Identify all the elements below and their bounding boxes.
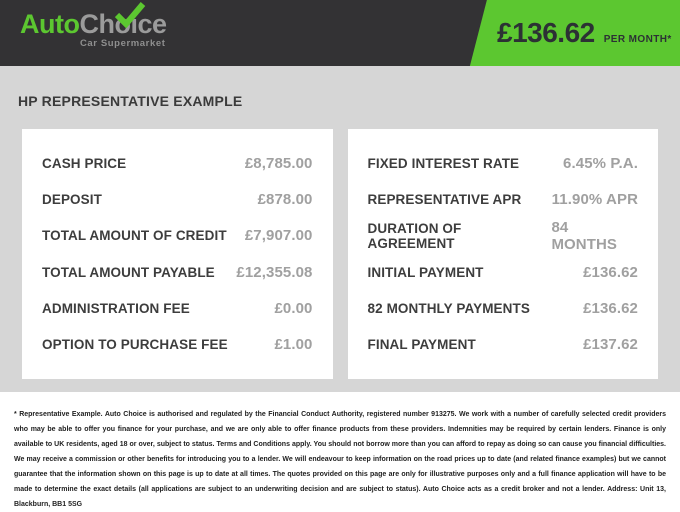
finance-label: REPRESENTATIVE APR <box>367 191 522 207</box>
finance-row <box>368 218 639 254</box>
finance-card-right <box>348 129 659 379</box>
finance-label: FIXED INTEREST RATE <box>367 155 520 171</box>
finance-row <box>42 290 313 326</box>
finance-row <box>42 181 313 217</box>
finance-label: TOTAL AMOUNT PAYABLE <box>42 264 215 280</box>
finance-label: OPTION TO PURCHASE FEE <box>42 337 228 353</box>
finance-row <box>368 145 639 181</box>
finance-label: DURATION OF AGREEMENT <box>367 220 462 251</box>
page-title: HP REPRESENTATIVE EXAMPLE <box>18 93 243 109</box>
logo-text-auto: Auto <box>20 9 80 39</box>
finance-section <box>0 66 680 392</box>
footer <box>0 392 680 512</box>
finance-cards <box>22 129 658 379</box>
finance-label: FINAL PAYMENT <box>367 337 476 353</box>
finance-value: £137.62 <box>583 336 638 354</box>
finance-row <box>42 326 313 362</box>
finance-label: INITIAL PAYMENT <box>367 264 484 280</box>
finance-label: ADMINISTRATION FEE <box>42 300 190 316</box>
finance-value: £8,785.00 <box>244 154 313 172</box>
finance-value: £136.62 <box>583 299 638 317</box>
finance-row <box>368 290 639 326</box>
finance-value: £12,355.08 <box>236 263 313 281</box>
finance-row <box>368 326 639 362</box>
finance-label: 82 MONTHLY PAYMENTS <box>367 300 530 316</box>
logo-tagline: Car Supermarket <box>79 38 166 49</box>
logo-text-choice: Choice <box>79 9 167 39</box>
autochoice-logo <box>20 11 167 49</box>
finance-row <box>368 181 639 217</box>
finance-value: £878.00 <box>257 190 313 208</box>
finance-value: 84 MONTHS <box>551 218 618 253</box>
logo-wordmark <box>20 11 167 38</box>
finance-value: £1.00 <box>274 336 313 354</box>
finance-label: CASH PRICE <box>42 155 127 171</box>
monthly-price-suffix: PER MONTH* <box>603 34 672 45</box>
checkmark-icon <box>114 1 146 33</box>
finance-label: TOTAL AMOUNT OF CREDIT <box>42 228 227 244</box>
finance-row <box>42 218 313 254</box>
finance-value: £136.62 <box>583 263 638 281</box>
finance-row <box>42 254 313 290</box>
finance-value: 6.45% P.A. <box>563 154 638 172</box>
finance-row <box>42 145 313 181</box>
monthly-price-amount: £136.62 <box>497 17 595 48</box>
finance-value: £0.00 <box>274 299 313 317</box>
finance-value: 11.90% APR <box>551 190 638 208</box>
legal-disclaimer: * Representative Example. Auto Choice is authorised and regulated by the Financial Conduct Authority, registered number 913275. We work with a number of carefully selected credit providers who may be able to offer you finance for your purchase, and we are only able to offer finance products from these providers. Indemnities may be required by certain lenders. Finance is only available to UK residents, aged 18 or over, subject to status. Terms and Conditions apply. You should not borrow more than you can afford to repay as doing so can cause you financial difficulties. We may receive a commission or other benefits for introducing you to a lender. We will endeavour to keep information on the road prices up to date (and related finance examples) but we cannot guarantee that the information shown on this page is up to date at all times. The quotes provided on this page are only for illustrative purposes only and a full finance application will have to be made to determine the exact details (all applications are subject to an underwriting decision and are subject to status). Auto Choice acts as a credit broker and not a lender. Address: Unit 13, Blackburn, BB1 5SG <box>14 411 666 508</box>
monthly-price <box>497 16 672 57</box>
finance-value: £7,907.00 <box>244 227 313 245</box>
finance-label: DEPOSIT <box>42 191 102 207</box>
finance-row <box>368 254 639 290</box>
header <box>0 0 680 66</box>
finance-card-left <box>22 129 333 379</box>
